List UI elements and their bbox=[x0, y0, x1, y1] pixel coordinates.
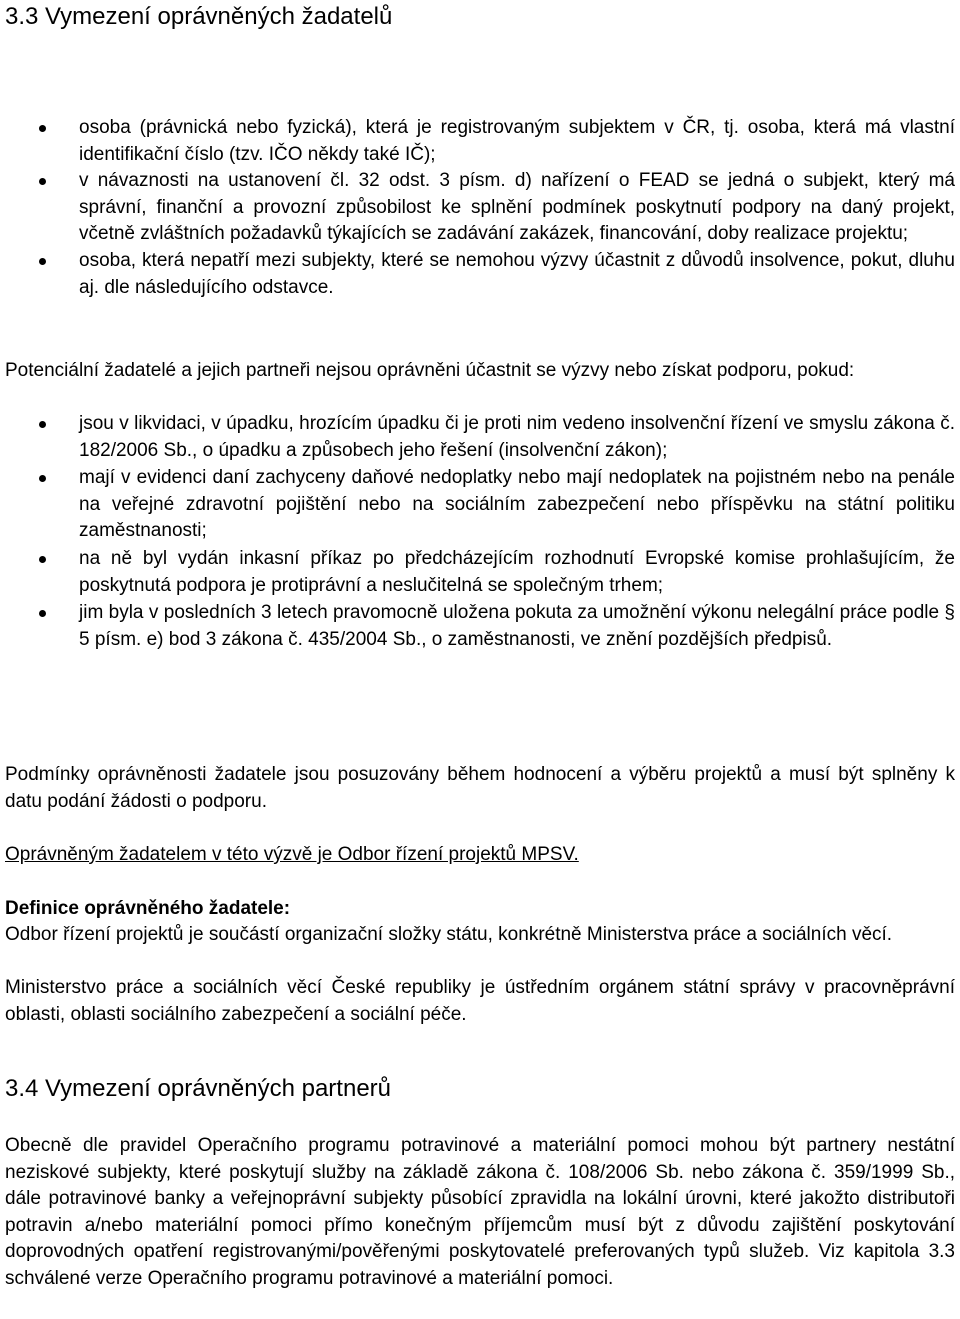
list-item: na ně byl vydán inkasní příkaz po předcházejícím rozhodnutí Evropské komise prohlašujícím, že poskytnutá podpora je protiprávní a neslučitelná se společným trhem; bbox=[5, 546, 955, 599]
bullet-icon bbox=[39, 421, 46, 428]
bullet-list-ineligibility bbox=[5, 411, 955, 653]
list-item: osoba (právnická nebo fyzická), která je registrovaným subjektem v ČR, tj. osoba, která má vlastní identifikační číslo (tzv. IČO někdy také IČ); bbox=[5, 115, 955, 168]
paragraph-partners: Obecně dle pravidel Operačního programu potravinové a materiální pomoci mohou být partnery nestátní neziskové subjekty, které poskytují služby na základě zákona č. 108/2006 Sb. nebo zákona č. 359/1999 Sb., dále potravinové banky a veřejnoprávní subjekty působící zpravidla na lokální úrovni, které jakožto distributoři potravin a/nebo materiální pomoci přímo konečným příjemcům musí být z důvodu zajištění poskytování doprovodných opatření registrovanými/pověřenými poskytovatelé preferovaných typů služeb. Viz kapitola 3.3 schválené verze Operačního programu potravinové a materiální pomoci. bbox=[5, 1135, 955, 1289]
paragraph-definition-department: Odbor řízení projektů je součástí organizační složky státu, konkrétně Ministerstva práce a sociálních věcí. bbox=[5, 924, 893, 945]
list-item: osoba, která nepatří mezi subjekty, které se nemohou výzvy účastnit z důvodů insolvence, pokut, dluhu aj. dle následujícího odstavce. bbox=[5, 248, 955, 301]
paragraph-definition-ministry: Ministerstvo práce a sociálních věcí České republiky je ústředním orgánem státní správy v pracovněprávní oblasti, oblasti sociálního zabezpečení a sociální péče. bbox=[5, 977, 955, 1025]
list-item: jsou v likvidaci, v úpadku, hrozícím úpadku či je proti nim vedeno insolvenční řízení ve smyslu zákona č. 182/2006 Sb., o úpadku a způsobech jeho řešení (insolvenční zákon); bbox=[5, 411, 955, 464]
bullet-icon bbox=[39, 610, 46, 617]
list-item: jim byla v posledních 3 letech pravomocně uložena pokuta za umožnění výkonu nelegální práce podle § 5 písm. e) bod 3 zákona č. 435/2004 Sb., o zaměstnanosti, ve znění pozdějších předpisů. bbox=[5, 600, 955, 653]
bullet-icon bbox=[39, 258, 46, 265]
bullet-icon bbox=[39, 475, 46, 482]
paragraph-eligible-applicant: Oprávněným žadatelem v této výzvě je Odbor řízení projektů MPSV. bbox=[5, 844, 579, 865]
bullet-icon bbox=[39, 556, 46, 563]
paragraph-ineligibility-intro: Potenciální žadatelé a jejich partneři nejsou oprávněni účastnit se výzvy nebo získat podporu, pokud: bbox=[5, 360, 855, 381]
bullet-icon bbox=[39, 178, 46, 185]
paragraph-conditions: Podmínky oprávněnosti žadatele jsou posuzovány během hodnocení a výběru projektů a musí být splněny k datu podání žádosti o podporu. bbox=[5, 764, 955, 812]
section-heading-applicants: 3.3 Vymezení oprávněných žadatelů bbox=[5, 3, 393, 30]
section-heading-partners: 3.4 Vymezení oprávněných partnerů bbox=[5, 1075, 392, 1102]
bullet-list-applicant-criteria bbox=[5, 115, 955, 301]
list-item: mají v evidenci daní zachyceny daňové nedoplatky nebo mají nedoplatek na pojistném nebo na penále na veřejné zdravotní pojištění nebo na sociálním zabezpečení nebo příspěvku na státní politiku zaměstnanosti; bbox=[5, 465, 955, 545]
definition-title: Definice oprávněného žadatele: bbox=[5, 898, 291, 919]
list-item: v návaznosti na ustanovení čl. 32 odst. 3 písm. d) nařízení o FEAD se jedná o subjekt, který má správní, finanční a provozní způsobilost ke splnění podmínek poskytnutí podpory na daný projekt, včetně zvláštních požadavků týkajících se zadávání zakázek, financování, doby realizace projektu; bbox=[5, 168, 955, 248]
bullet-icon bbox=[39, 125, 46, 132]
